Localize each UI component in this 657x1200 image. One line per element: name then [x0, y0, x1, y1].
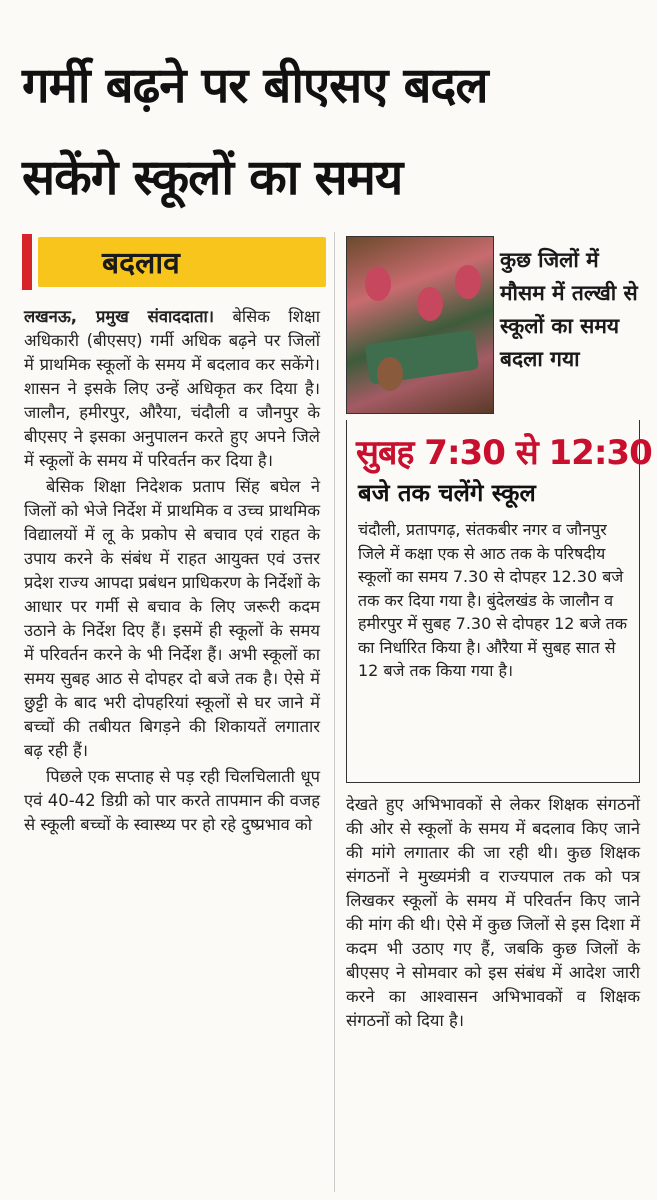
photo-child-shape: [377, 357, 403, 391]
photo-child-shape: [365, 267, 391, 301]
right-column: [346, 793, 640, 1035]
news-photo: [346, 236, 494, 414]
left-paragraph-1: बेसिक शिक्षा अधिकारी (बीएसए) गर्मी अधिक बढ़ने पर जिलों में प्राथमिक स्कूलों के समय में बदलाव कर सकेंगे। शासन ने इसके लिए उन्हें अधिकृत कर दिया है। जालौन, हमीरपुर, औरैया, चंदौली व जौनपुर के बीएसए ने इसका अनुपालन करते हुए अपने जिले में स्कूलों के समय में परिवर्तन कर दिया है।: [24, 307, 321, 470]
right-paragraph: देखते हुए अभिभावकों से लेकर शिक्षक संगठनों की ओर से स्कूलों के समय में बदलाव किए जाने की मांगे लगातार की जा रही थी। कुछ शिक्षक संगठनों ने मुख्यमंत्री व राज्यपाल तक को पत्र लिखकर स्कूलों के समय में परिवर्तन किए जाने की मांग की थी। ऐसे में कुछ जिलों से इस दिशा में कदम भी उठाए गए हैं, जबकि कुछ जिलों के बीएसए ने सोमवार को इस संबंध में आदेश जारी करने का आश्वासन अभिभावकों व शिक्षक संगठनों को दिया है।: [346, 795, 640, 1030]
photo-child-shape: [455, 265, 481, 299]
info-box-title-red: सुबह 7:30 से 12:30: [356, 433, 652, 473]
left-paragraph-2: बेसिक शिक्षा निदेशक प्रताप सिंह बघेल ने जिलों को भेजे निर्देश में प्राथमिक व उच्च प्राथमिक विद्यालयों में लू के प्रकोप से बचाव एवं राहत के उपाय करने के संबंध में राहत आयुक्त एवं उत्तर प्रदेश राज्य आपदा प्रबंधन प्राधिकरण के निर्देशों के आधार पर गर्मी से बचाव के लिए जरूरी कदम उठाने के निर्देश दिए हैं। इसमें ही स्कूलों के समय में परिवर्तन करने के भी निर्देश हैं। अभी स्कूलों का समय सुबह आठ से दोपहर दो बजे तक है। ऐसे में छुट्टी के बाद भरी दोपहरियां स्कूलों से घर जाने में बच्चों की तबीयत बिगड़ने की शिकायतें लगातार बढ़ रही हैं।: [24, 477, 320, 760]
left-column: [24, 305, 320, 839]
info-box-title-black: बजे तक चलेंगे स्कूल: [358, 479, 536, 507]
photo-child-shape: [417, 287, 443, 321]
info-box-body: चंदौली, प्रतापगढ़, संतकबीर नगर व जौनपुर जिले में कक्षा एक से आठ तक के परिषदीय स्कूलों का समय 7.30 से दोपहर 12.30 बजे तक कर दिया गया है। बुंदेलखंड के जालौन व हमीरपुर में सुबह 7.30 से दोपहर 12 बजे तक का निर्धारित किया है। औरैया में सुबह सात से 12 बजे तक किया गया है।: [358, 520, 628, 680]
dateline: लखनऊ, प्रमुख संवाददाता।: [24, 307, 215, 326]
headline-line-1: गर्मी बढ़ने पर बीएसए बदल: [22, 57, 488, 114]
dateline-paragraph: [24, 305, 320, 473]
left-paragraph-3: पिछले एक सप्ताह से पड़ रही चिलचिलाती धूप एवं 40-42 डिग्री को पार करते तापमान की वजह से स्कूली बच्चों के स्वास्थ्य पर हो रहे दुष्प्रभाव को: [24, 767, 320, 834]
kicker-red-bar: [22, 234, 32, 290]
headline-line-2: सकेंगे स्कूलों का समय: [22, 149, 403, 206]
photo-caption: कुछ जिलों में मौसम में तल्खी से स्कूलों का समय बदला गया: [500, 248, 638, 371]
kicker-yellow-box: [38, 237, 326, 287]
kicker-text: बदलाव: [102, 246, 180, 281]
column-divider: [334, 232, 335, 1192]
headline: [22, 40, 642, 224]
kicker-label: [22, 234, 326, 290]
